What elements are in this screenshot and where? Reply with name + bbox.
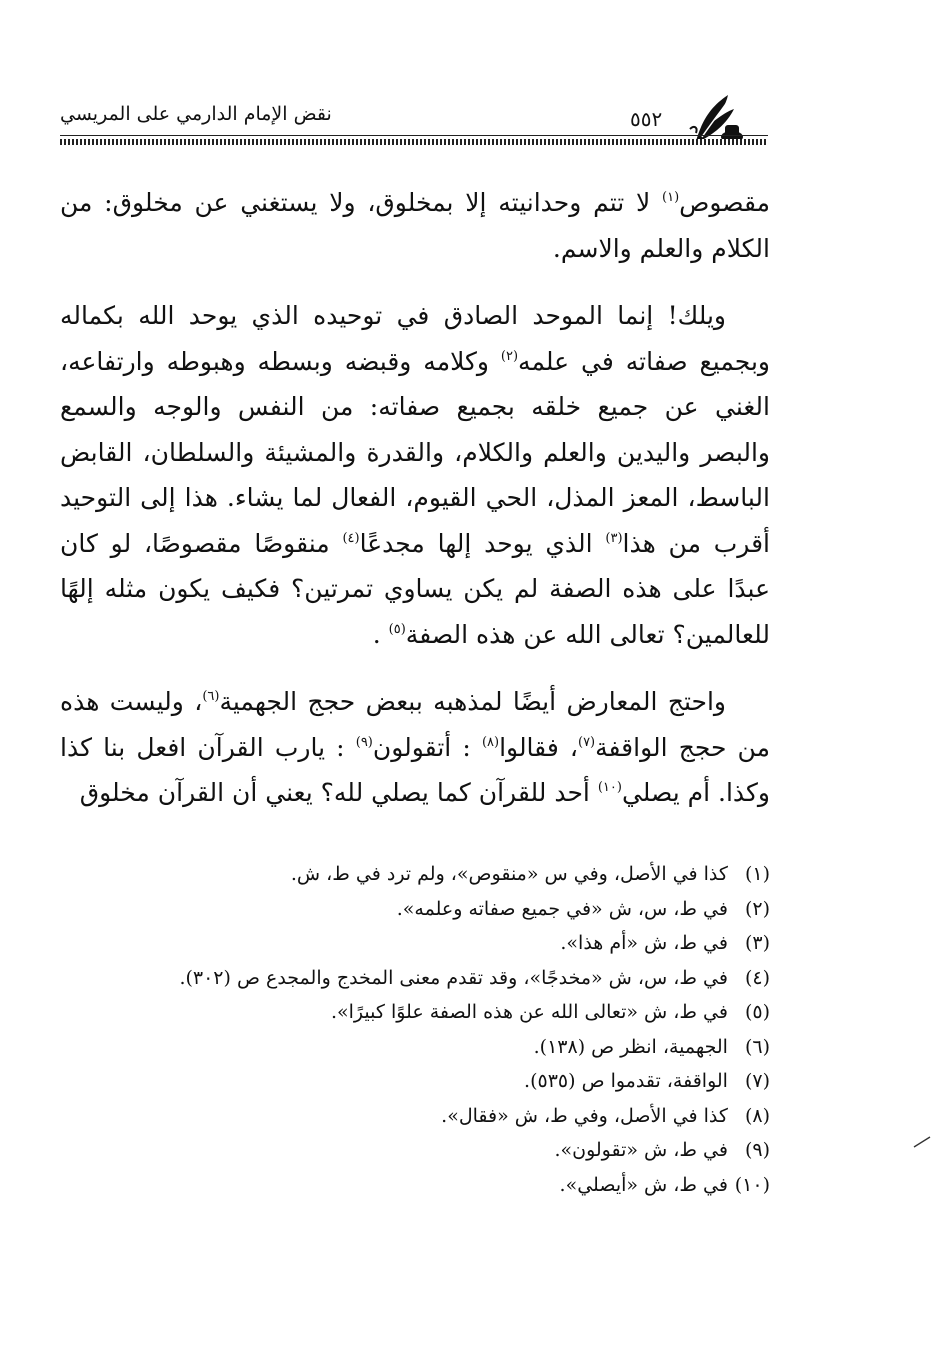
- footnote-number: (٩): [744, 1139, 770, 1161]
- footnote-item: [60, 1064, 770, 1099]
- body-paragraph: [60, 293, 770, 657]
- footnote-text: الجهمية، انظر ص (١٣٨).: [533, 1035, 728, 1058]
- footnote-text: في ط، س، ش «مخدجًا»، وقد تقدم معنى المخدج والمجدع ص (٣٠٢).: [179, 966, 728, 989]
- footnote-reference: (٩): [355, 734, 373, 750]
- footnote-text: كذا في الأصل، وفي ط، ش «فقال».: [441, 1104, 728, 1127]
- footnote-reference: (٤): [342, 530, 360, 546]
- footnote-item: [60, 892, 770, 927]
- footnote-item: [60, 961, 770, 996]
- footnotes-section: [60, 857, 770, 1202]
- margin-mark: [912, 1135, 932, 1149]
- footnote-item: [60, 1099, 770, 1134]
- footnote-text: الواقفة، تقدموا ص (٥٣٥).: [524, 1070, 728, 1092]
- text-run: منقوصًا مقصوصًا، لو كان عبدًا على هذه الصفة لم يكن يساوي تمرتين؟ فكيف يكون مثله إلهًا للعالمين؟ تعالى الله عن هذه الصفة: [60, 528, 770, 649]
- footnote-reference: (٢): [500, 348, 519, 364]
- running-title: نقض الإمام الدارمي على المريسي: [60, 103, 332, 125]
- footnote-text: كذا في الأصل، وفي س «منقوص»، ولم ترد في ط، ش.: [290, 863, 728, 885]
- footnote-text: في ط، ش «أم هذا».: [560, 932, 728, 954]
- page-number: ٥٥٢: [630, 107, 663, 131]
- footnote-number: (٧): [744, 1070, 770, 1092]
- footnote-item: [60, 926, 770, 961]
- footnote-number: (١): [744, 863, 770, 885]
- text-run: : أتقولون: [372, 732, 482, 762]
- text-run: مقصوص: [679, 188, 770, 217]
- quill-inkwell-icon: [688, 91, 746, 145]
- footnote-text: في ط، ش «تعالى الله عن هذه الصفة علوًا كبيرًا».: [330, 1001, 728, 1023]
- footnote-item: [60, 1133, 770, 1168]
- footnote-number: (٤): [744, 966, 770, 989]
- footnote-number: (٣): [744, 932, 770, 954]
- body-paragraph: [60, 679, 770, 816]
- footnote-text: في ط، ش «تقولون».: [554, 1139, 728, 1161]
- page-header: [60, 95, 768, 145]
- footnote-reference: (٥): [388, 621, 406, 637]
- text-run: ويلك! إنما الموحد الصادق في توحيده الذي يوحد الله بكماله وبجميع صفاته في علمه: [60, 301, 770, 376]
- footnote-number: (٥): [744, 1001, 770, 1023]
- body-paragraph: [60, 180, 770, 271]
- footnote-reference: (٦): [202, 689, 220, 704]
- footnote-item: [60, 1030, 770, 1065]
- header-rule-line: [60, 135, 768, 136]
- main-text: [60, 180, 770, 816]
- footnote-text: في ط، س، ش «في جميع صفاته وعلمه».: [396, 897, 728, 920]
- footnote-item: [60, 857, 770, 892]
- footnote-reference: (١٠): [597, 780, 622, 795]
- footnote-reference: (١): [662, 190, 680, 205]
- text-run: لا تتم وحدانيته إلا بمخلوق، ولا يستغني عن مخلوق: من الكلام والعلم والاسم.: [60, 188, 770, 263]
- text-run: ، فقالوا: [499, 732, 578, 762]
- text-run: أحد للقرآن كما يصلي لله؟ يعني أن القرآن مخلوق: [79, 778, 598, 807]
- text-run: وكلامه وقبضه وبسطه وهبوطه وارتفاعه، الغني عن جميع خلقه بجميع صفاته: من النفس والوجه والسمع والبصر واليدين والعلم والكلام، والقدرة والمشيئة والسلطان، القابض الباسط، المعز المذل، الحي القيوم، الفعال لما يشاء. هذا إلى التوحيد أقرب من هذا: [60, 346, 770, 558]
- footnote-item: [60, 1168, 770, 1203]
- footnote-reference: (٨): [481, 734, 500, 750]
- footnote-number: (٢): [744, 897, 770, 920]
- text-run: : يارب القرآن افعل بنا كذا وكذا. أم يصلي: [60, 732, 770, 807]
- footnote-number: (٨): [744, 1104, 770, 1127]
- footnote-item: [60, 995, 770, 1030]
- text-run: .: [372, 619, 389, 649]
- text-run: واحتج المعارض أيضًا لمذهبه ببعض حجج الجهمية: [219, 687, 726, 716]
- text-run: ، وليست هذه من حجج الواقفة: [60, 687, 770, 762]
- footnote-number: (٦): [744, 1035, 770, 1058]
- footnote-reference: (٣): [605, 530, 623, 546]
- text-run: الذي يوحد إلها مجدعًا: [359, 528, 606, 558]
- footnote-number: (١٠): [734, 1173, 770, 1196]
- footnote-reference: (٧): [577, 734, 596, 750]
- header-rule-ornament: [60, 139, 768, 145]
- footnote-text: في ط، ش «أيصلي».: [559, 1173, 728, 1196]
